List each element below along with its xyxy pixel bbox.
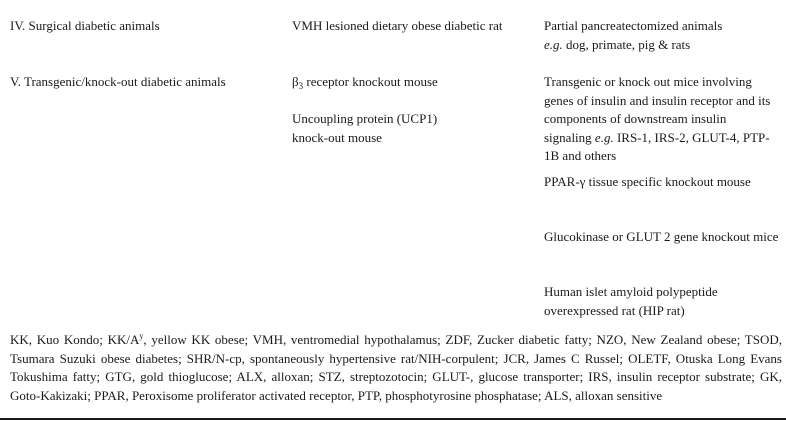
footnote-superscript: y [139, 331, 144, 341]
category-surgical: IV. Surgical diabetic animals [10, 18, 160, 33]
eg-italic: e.g. [544, 36, 563, 52]
example-pancreatectomized-species: dog, primate, pig & rats [566, 36, 691, 52]
example-insulin-signaling-lead: Transgenic or knock out mice involving genes of insulin and insulin receptor and its components of downstream insulin signaling [544, 74, 771, 145]
footnote-lead: KK, Kuo Kondo; KK/A [10, 332, 140, 347]
example-pancreatectomized-lead: Partial pancreatectomized animals [544, 18, 723, 33]
beta-receptor-text: receptor knockout mouse [306, 74, 438, 89]
example-hip-rat: Human islet amyloid polypeptide overexpressed rat (HIP rat) [544, 284, 718, 318]
example-ppar-gamma: PPAR-γ tissue specific knockout mouse [544, 174, 751, 189]
example-pancreatectomized [544, 17, 776, 54]
footnote-rest: , yellow KK obese; VMH, ventromedial hypothalamus; ZDF, Zucker diabetic fatty; NZO, New Zealand obese; TSOD, Tsumara Suzuki obese diabetes; SHR/N-cp, spontaneously hypertensive rat/NIH-corpulent; JCR, James C Russel; OLETF, Otuska Long Evans Tokushima fatty; GTG, gold thioglucose; ALX, alloxan; STZ, streptozotocin; GLUT-, glucose transporter; IRS, insulin receptor substrate; GK, Goto-Kakizaki; PPAR, Peroxisome proliferator activated receptor, PTP, phosphotyrosine phosphatase; ALS, alloxan sensitive [10, 332, 782, 403]
beta-symbol: β [292, 74, 299, 89]
example-insulin-signaling [544, 73, 776, 166]
model-vmh-lesioned: VMH lesioned dietary obese diabetic rat [292, 18, 503, 33]
example-glucokinase: Glucokinase or GLUT 2 gene knockout mice [544, 229, 779, 244]
table-bottom-rule [0, 418, 786, 420]
example-insulin-signaling-list: IRS-1, IRS-2, GLUT-4, PTP-1B and others [544, 129, 770, 163]
category-transgenic: V. Transgenic/knock-out diabetic animals [10, 74, 226, 89]
model-beta3-knockout [292, 73, 522, 92]
model-ucp1-knockout: Uncoupling protein (UCP1) knock-out mouse [292, 111, 438, 145]
abbreviations-footnote [10, 331, 782, 405]
eg-italic-2: e.g. [594, 129, 614, 145]
beta-subscript: 3 [298, 81, 304, 91]
